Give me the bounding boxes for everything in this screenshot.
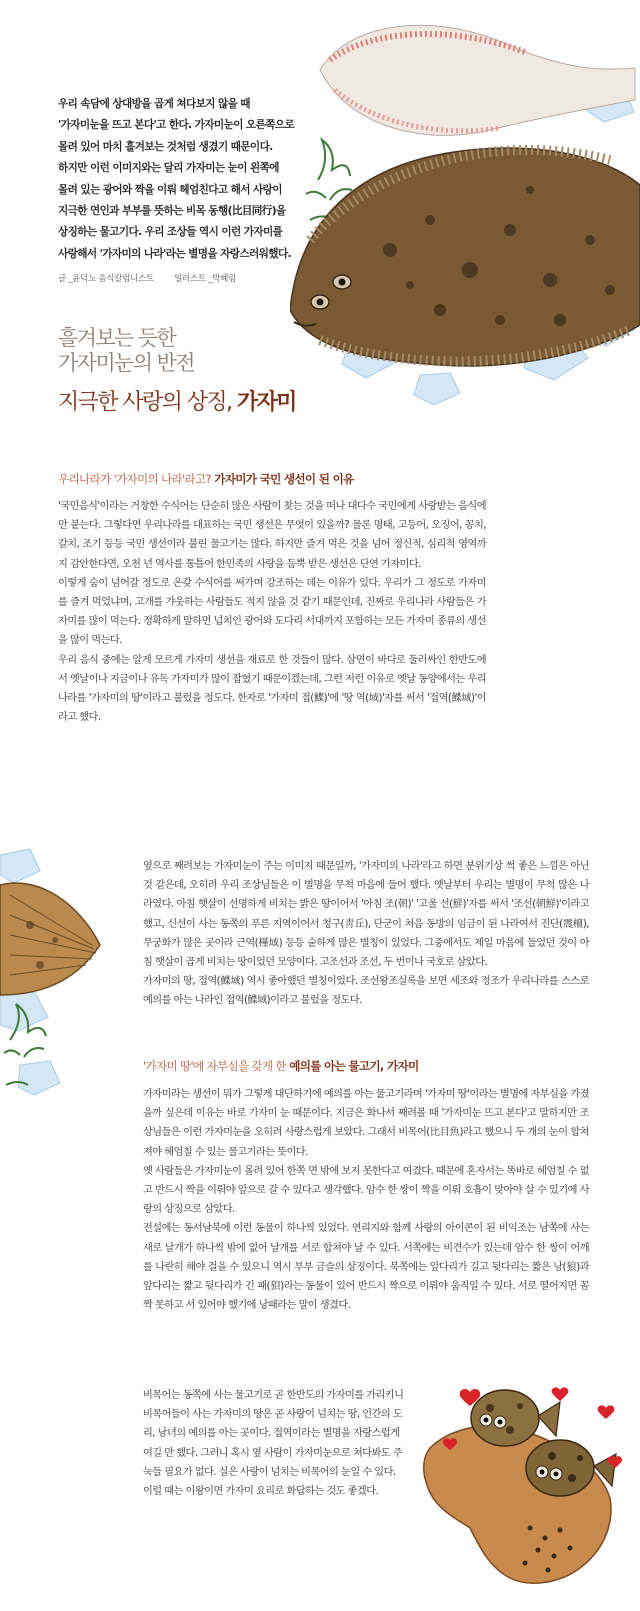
byline (58, 272, 254, 284)
title-line-2: 가자미눈의 반전 (58, 351, 194, 375)
fish-tail-illustration (0, 845, 110, 1120)
paragraph: '국민음식'이라는 거창한 수식어는 단순히 많은 사람이 찾는 것을 떠나 대다수 국민에게 사랑받는 음식에만 붙는다. 그렇다면 우리나라를 대표하는 국민 생선은 무엇이 있을까? 물론 명태, 고등어, 오징어, 꽁치, 갈치, 조기 등등 국민 생선이라 불린 물고기는 많다. 하지만 즐겨 먹은 것을 넘어 정신적, 심리적 영역까지 감안한다면, 오천 년 역사를 통틀어 한민족의 사랑을 듬뿍 받은 생선은 단연 가자미다. (58, 501, 486, 570)
paragraph: 전설에는 동서남북에 이런 동물이 하나씩 있었다. 연리지와 함께 사랑의 아이콘이 된 비익조는 남쪽에 사는 새로 날개가 하나씩 밖에 없어 날개를 서로 합쳐야 날 수 있다. 서쪽에는 비견수가 있는데 암수 한 쌍이 어깨를 나란히 해야 걸을 수 있으니 역시 부부 금슬의 상징이다. 북쪽에는 앞다리가 길고 뒷다리는 짧은 낭(狼)과 앞다리는 짧고 뒷다리가 긴 패(狽)라는 동물이 있어 반드시 짝으로 이뤄야 움직일 수 있다. 서로 떨어지면 꼼짝 못하고 서 있어야 했기에 낭패라는 말이 생겼다. (143, 1223, 589, 1312)
section-2-heading-bold: 예의를 아는 물고기, 가자미 (289, 1059, 419, 1073)
flatfish-illustration (290, 10, 640, 415)
korea-map-fish-illustration (410, 1378, 635, 1603)
page-title (58, 385, 296, 416)
section-2-heading (143, 1058, 418, 1074)
title-line-1: 흘겨보는 듯한 (58, 326, 176, 350)
paragraph: 옛 사람들은 가자미눈이 몰려 있어 한쪽 면 밖에 보지 못한다고 여겼다. 때문에 혼자서는 똑바로 헤엄칠 수 없고 반드시 짝을 이뤄야 앞으로 갈 수 있다고 생각했다. 암수 한 쌍이 짝을 이뤄 호흡이 맞아야 살 수 있기에 사랑의 상징으로 삼았다. (143, 1165, 589, 1216)
intro-text: 우리 속담에 상대방을 곱게 쳐다보지 않을 때 '가자미눈을 뜨고 본다'고 한다. 가자미눈이 오른쪽으로 몰려 있어 마치 흘겨보는 것처럼 생겼기 때문이다. 하지만 이런 이미지와는 달리 가자미는 눈이 왼쪽에 몰려 있는 광어와 짝을 이뤄 헤엄친다고 해서 사랑이 지극한 연인과 부부를 뜻하는 비목 동행(比目同行)을 상징하는 물고기다. 우리 조상들 역시 이런 가자미를 사랑해서 '가자미의 나라'라는 별명을 자랑스러워했다. (58, 98, 295, 260)
section-1-heading (58, 471, 354, 487)
title-line-3-light: 지극한 사랑의 상징, (58, 390, 232, 415)
section-1-heading-light: 우리나라가 '가자미의 나라'라고? (58, 472, 211, 486)
paragraph: 가자미라는 생선이 뭐가 그렇게 대단하기에 예의를 아는 물고기라며 '가자미 땅'이라는 별명에 자부심을 가졌을까 싶은데 이유는 바로 가자미 눈 때문이다. 지금은 화나서 째려볼 때 '가자미눈 뜨고 본다'고 말하지만 조상님들은 이런 가자미눈을 오히려 사랑스럽게 보았다. 그래서 비목어(比目魚)라고 했으니 두 개의 눈이 합쳐져야 헤엄칠 수 있는 물고기라는 뜻이다. (143, 1089, 589, 1158)
section-2-intro-body (143, 857, 589, 1011)
paragraph: 이렇게 숨이 넘어갈 정도로 온갖 수식어를 써가며 강조하는 데는 이유가 있다. 우리가 그 정도로 가자미를 즐겨 먹었냐며, 고개를 갸웃하는 사람들도 적지 않을 것 같기 때문인데, 진짜로 우리나라 사람들은 가자미를 많이 먹는다. 정확하게 말하면 넙치인 광어와 도다리 서대까지 포함하는 모든 가자미 종류의 생선을 많이 먹는다. (58, 577, 486, 647)
paragraph: 우리 음식 중에는 알게 모르게 가자미 생선을 재료로 한 것들이 많다. 삼면이 바다로 둘러싸인 한반도에서 옛날이나 지금이나 유독 가자미가 많이 잡혔기 때문이겠는데, 그런 저런 이유로 옛날 동양에서는 우리나라를 '가자미의 땅'이라고 불렀을 정도다. 한자로 '가자미 접(鰈)'에 '땅 역(域)'자를 써서 '접역(鰈域)'이라고 했다. (58, 654, 486, 724)
paragraph: 옆으로 째려보는 가자미눈이 주는 이미지 때문일까, '가자미의 나라'라고 하면 분위기상 썩 좋은 느낌은 아닌 것 같은데, 오히려 우리 조상님들은 이 별명을 무척 마음에 들어 했다. 옛날부터 우리는 별명이 무척 많은 나라였다. 아침 햇살이 선명하게 비치는 밝은 땅이어서 '아침 조(朝)' '고울 선(鮮)'자를 써서 '조선(朝鮮)'이라고 했고, 신선이 사는 동쪽의 푸른 지역이어서 청구(靑丘), 단군이 처음 동방의 임금이 된 나라여서 진단(震檀), 무궁화가 많은 곳이라 근역(槿域) 등등 숱하게 많은 별칭이 있었다. 그중에서도 제일 마음에 들었던 것이 아침 햇살이 곱게 비치는 땅이었던 모양이다. 고조선과 조선, 두 번이나 국호로 삼았다. (143, 861, 589, 969)
byline-illustrator: 일러스트 _박혜림 (174, 274, 236, 284)
section-2-heading-light: '가자미 땅'에 자부심을 갖게 한 (143, 1059, 286, 1073)
section-2-last-paragraph: 비목어는 동쪽에 사는 물고기로 곧 한반도의 가자미를 가리키니 비목어들이 사는 가자미의 땅은 곧 사랑이 넘치는 땅, 인간의 도리, 남녀의 예의를 아는 곳이다. 접역이라는 별명을 자랑스럽게 여길 만 했다. 그러니 혹시 옆 사람이 가자미눈으로 쳐다봐도 주눅들 필요가 없다. 실은 사랑이 넘치는 비목어의 눈일 수 있다. 이럴 때는 이왕이면 가자미 요리로 화답하는 것도 좋겠다. (143, 1390, 404, 1498)
section-2-body (143, 1085, 589, 1315)
title-line-3-bold: 가자미 (236, 390, 296, 415)
section-1-heading-bold: 가자미가 국민 생선이 된 이유 (214, 472, 354, 486)
section-1-body (58, 497, 486, 727)
byline-writer: 글 _윤덕노 음식칼럼니스트 (58, 274, 154, 284)
paragraph: 가자미의 땅, 접역(鰈域) 역시 좋아했던 별칭이었다. 조선왕조실록을 보면 세조와 정조가 우리나라를 스스로 예의를 아는 나라인 접역(鰈域)이라고 불렀을 정도다. (143, 976, 589, 1007)
